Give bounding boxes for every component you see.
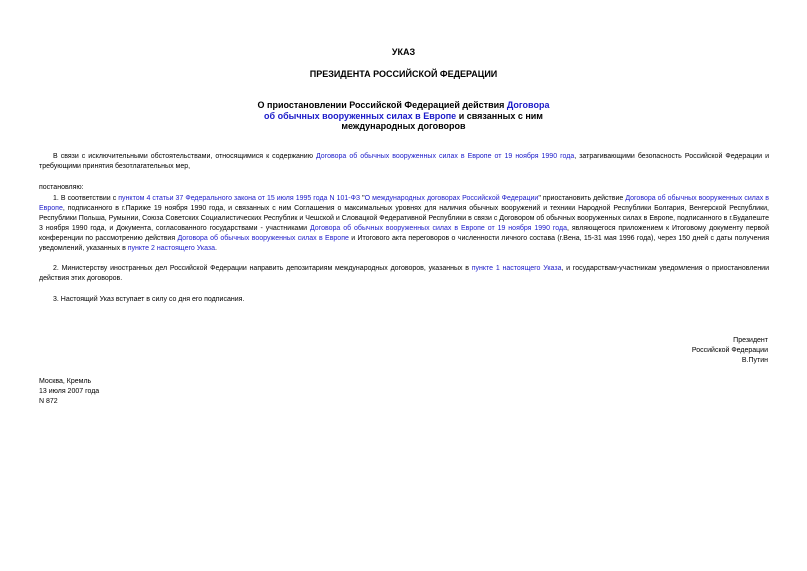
item-1-paragraph [39,194,769,254]
item-1-link-treaty-2[interactable]: Договора об обычных вооруженных силах в Европе [177,235,349,242]
item-1-text: 1. В соответствии с [53,195,119,202]
subject-text: и связанных с ним [456,110,543,121]
item-1-link-treaty[interactable]: Договора об обычных вооруженных силах в Европе [39,195,769,212]
item-1-link-point-2[interactable]: пункте 2 настоящего Указа [127,245,215,252]
decree-word: постановляю: [39,184,84,191]
signature-title: Президент [733,337,768,344]
item-1-text: , подписанного в г.Париже 19 ноября 1990 года, и связанных с ним Соглашения о максимальных уровнях для наличия обычных вооружений и техники Народной Республики Болгария, Венгерской Республики, Республики Польша, Румынии, Союза Советских Социалистических Республик и Чешской и Словацкой Федеративной Республики в связи с Договором об обычных вооруженных силах в Европе, подписанного в г.Будапеште 3 ноября 1990 года, и Документа, согласованного государствами - участниками [39,205,769,232]
item-2-paragraph [39,264,769,284]
document-issuer: ПРЕЗИДЕНТА РОССИЙСКОЙ ФЕДЕРАЦИИ [309,69,498,79]
item-1-text: , являющегося приложением к Итоговому документу первой конференции по рассмотрению действия [39,225,769,242]
intro-text: , затрагивающими безопасность Российской Федерации и требующими принятия безотлагательных мер, [39,153,769,170]
item-2-text: 2. Министерству иностранных дел Российской Федерации направить депозитариям международных договоров, указанных в [53,265,472,272]
signature-block [692,336,768,366]
item-1-text: " приостановить действие [538,195,626,202]
subject-text: международных договоров [341,121,466,131]
document-subject [240,100,567,132]
item-2-link-point-1[interactable]: пункте 1 настоящего Указа [471,265,562,272]
item-3-paragraph: 3. Настоящий Указ вступает в силу со дня его подписания. [53,296,245,303]
item-1-link-treaty-date[interactable]: Договора об обычных вооруженных силах в Европе от 19 ноября 1990 года [309,225,568,232]
intro-paragraph [39,152,769,172]
subject-text: О приостановлении Российской Федерацией действия [257,100,507,110]
document-title: УКАЗ [391,47,416,57]
intro-link-treaty[interactable]: Договора об обычных вооруженных силах в Европе от 19 ноября 1990 года [315,153,575,160]
intro-text: В связи с исключительными обстоятельствами, относящимися к содержанию [53,153,316,160]
place-date: 13 июля 2007 года [39,388,100,395]
signature-office: Российской Федерации [691,347,768,354]
item-1-text: " [360,195,365,202]
place-city: Москва, Кремль [39,378,92,385]
signature-name: В.Путин [741,357,768,364]
place-date-block [39,377,99,407]
item-2-text: , и государствам-участникам уведомления о приостановлении действия этих договоров. [39,265,770,282]
item-1-text: и Итогового акта переговоров о численности личного состава (г.Вена, 15-31 мая 1996 года), через 150 дней с даты получения уведомлений, указанных в [39,235,769,252]
item-1-text: . [214,245,217,252]
subject-link-treaty[interactable]: Договора [506,100,550,110]
document-number: N 872 [39,398,58,405]
item-1-link-law[interactable]: пунктом 4 статьи 37 Федерального закона от 15 июля 1995 года N 101-ФЗ [118,195,361,202]
subject-link-treaty-cont[interactable]: об обычных вооруженных силах в Европе [264,110,457,121]
item-1-link-law-title[interactable]: О международных договорах Российской Федерации [364,195,539,202]
